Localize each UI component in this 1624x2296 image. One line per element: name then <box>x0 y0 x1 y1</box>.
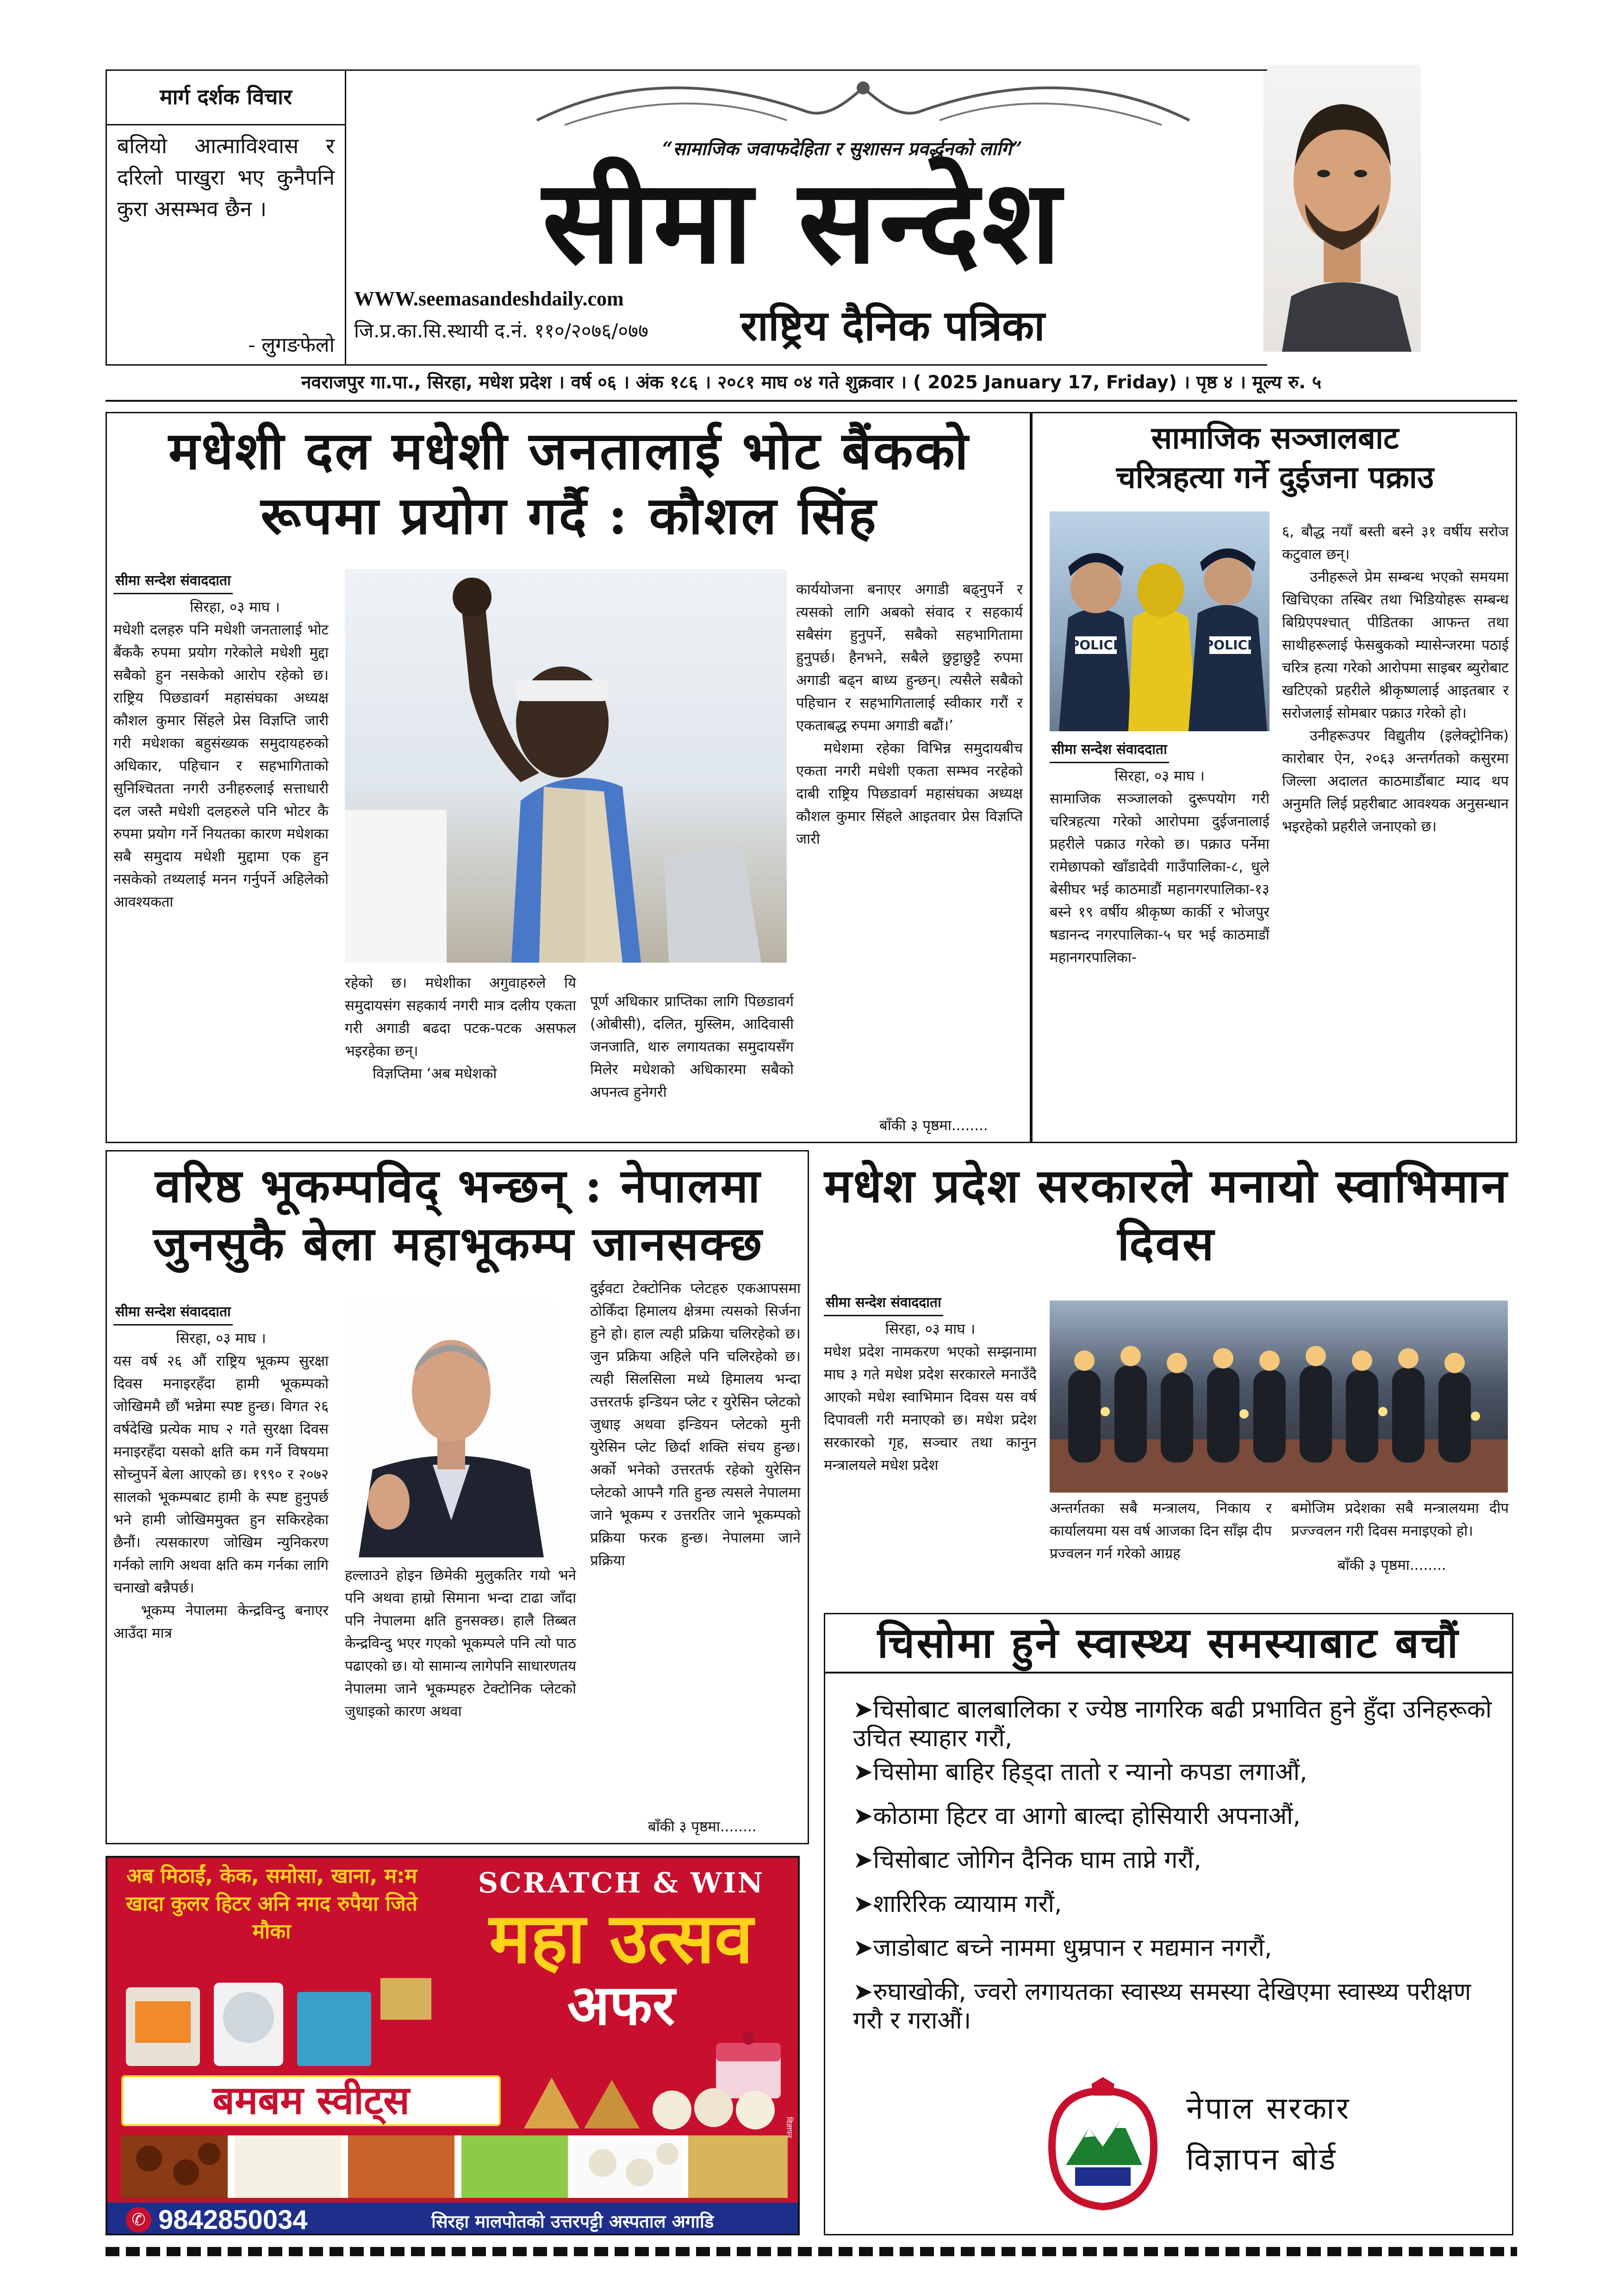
arrest-story-paragraph: सामाजिक सञ्जालको दुरूपयोग गरी चरित्रहत्या गरेको आरोपमा दुईजनालाई प्रहरीले पक्राउ गरेको छ। पक्राउ पर्नेमा रामेछापको खाँडादेवी गाउँपालिका-८, धुले बेसीघर भई काठमाडौं महानगरपालिका-१३ बस्ने १९ वर्षीय श्रीकृष्ण कार्की र भोजपुर षडानन्द नगरपालिका-५ घर भई काठमाडौं महानगरपालिका- <box>1050 790 1269 966</box>
lead-story-paragraph: कार्ययोजना बनाएर अगाडी बढ्नुपर्ने र त्यसको लागि अबको संवाद र सहकार्य सबैसंग हुनुपर्ने, सबैको सहभागितामा हुनुपर्छ। हैनभने, सबैले छुट्टाछुट्टै रुपमा अगाडी बढ्न बाध्य हुन्छन्। त्यसैले सबैको पहिचान र सहभागितालाई स्वीकार गरौं र एकताबद्ध रुपमा अगाडी बढौं।’ <box>796 581 1023 734</box>
guiding-thought-box <box>106 69 346 366</box>
swabhiman-story-col1 <box>824 1291 1037 1578</box>
earthquake-story-paragraph: यस वर्ष २६ औं राष्ट्रिय भूकम्प सुरक्षा दिवस मनाइरहँदा हामी भूकम्पको जोखिममै छौं भन्नेमा स्पष्ट हुन्छ। विगत २६ वर्षदेखि प्रत्येक माघ २ गते सुरक्षा दिवस मनाइरहँदा यसको क्षति कम गर्ने विषयमा सोच्नुपर्ने बेला आएको छ। १९९० र २०७२ सालको भूकम्पबाट हामी के स्पष्ट हुनुपर्छ भने हामी जोखिममुक्त हुन सकिरहेका छैनौं। त्यसकारण जोखिम न्युनिकरण गर्नको लागि अथवा क्षति कम गर्नका लागि चनाखो बन्नैपर्छ। <box>113 1353 329 1596</box>
lead-story-continued: बाँकी ३ पृष्ठमा........ <box>879 1117 988 1134</box>
lead-story-paragraph: मधेशी दलहरु पनि मधेशी जनतालाई भोट बैंककै रुपमा प्रयोग गरेकोले मधेशी मुद्दा सबैको हुन नसकेको आरोप रहेको छ। राष्ट्रिय पिछडावर्ग महासंघका अध्यक्ष कौशल कुमार सिंहले प्रेस विज्ञप्ति जारी गरी मधेशका बहुसंख्यक समुदायहरुको अधिकार, पहिचान र सहभागिताको सुनिश्चितता नगरी उनीहरुलाई सत्ताधारी दल जस्तै मधेशी दलहरुले पनि भोटर कै रुपमा प्रयोग गर्ने नियतका कारण मधेशका सबै समुदाय मधेशी मुद्दामा एक हुन नसकेको तथ्यलाई मनन गर्नुपर्ने अहिलेको आवश्यकता <box>113 622 329 910</box>
arrest-story-paragraph: उनीहरूउपर विद्युतीय (इलेक्ट्रोनिक) कारोबार ऐन, २०६३ अन्तर्गतको कसुरमा जिल्ला अदालत काठमाडौंबाट म्याद थप अनुमति लिई प्रहरीबाट आवश्यक अनुसन्धान भइरहेको प्रहरीले जनाएको छ। <box>1282 728 1509 835</box>
dateline: नवराजपुर गा.पा., सिरहा, मधेश प्रदेश । वर्ष ०६ । अंक १८६ । २०८१ माघ ०४ गते शुक्रवार । ( 2025 January 17, Friday) । पृष्ठ ४ । मूल्य रु. ५ <box>106 366 1517 402</box>
psa-tip-text: चिसोबाट बालबालिका र ज्येष्ठ नागरिक बढी प्रभावित हुने हुँदा उनिहरूको उचित स्याहार गरौं, <box>853 1696 1492 1752</box>
masthead-frame <box>346 69 1267 366</box>
earthquake-story-col2 <box>345 1564 576 1823</box>
swabhiman-story-paragraph: मधेश प्रदेश नामकरण भएको सम्झनामा माघ ३ गते मधेश प्रदेश सरकारले मनाउँदै आएको मधेश स्वाभिमान दिवस यस वर्ष दिपावली गरी मनाएको छ। मधेश प्रदेश सरकारको गृह, सञ्चार तथा कानुन मन्त्रालयले मधेश प्रदेश <box>824 1344 1037 1474</box>
police-arrest-photo <box>1050 511 1269 731</box>
psa-tip: ➤कोठामा हिटर वा आगो बाल्दा होसियारी अपनाऔं, <box>853 1802 1301 1830</box>
advert-offer-line2: अफर <box>567 1973 675 2038</box>
lead-story-col2 <box>345 972 576 1139</box>
advert-address: सिरहा मालपोतको उत्तरपट्टी अस्पताल अगाडि <box>431 2211 714 2232</box>
masthead-registration: जि.प्र.का.सि.स्थायी द.नं. ११०/२०७६/०७७ <box>354 319 648 342</box>
police-label-right: POLICE <box>1204 637 1257 653</box>
lead-story-dateline: सिरहा, ०३ माघ । <box>190 599 280 616</box>
arrest-story-headline-bottom: चरित्रहत्या गर्ने दुईजना पक्राउ <box>1116 459 1434 495</box>
lead-story-paragraph: विज्ञप्तिमा ‘अब मधेशको <box>373 1065 497 1082</box>
psa-tip-text: चिसोमा बाहिर हिड्दा तातो र न्यानो कपडा लगाऔं, <box>873 1758 1307 1786</box>
police-label-left: POLICE <box>1070 637 1122 653</box>
earthquake-story-continued: बाँकी ३ पृष्ठमा........ <box>648 1818 757 1835</box>
swabhiman-story-headline: मधेश प्रदेश सरकारले मनायो स्वाभिमान दिवस <box>824 1158 1509 1271</box>
swabhiman-story-dateline: सिरहा, ०३ माघ । <box>885 1321 976 1338</box>
arrest-story-paragraph: उनीहरूले प्रेम सम्बन्ध भएको समयमा खिचिएका तस्बिर तथा भिडियोहरू सम्बन्ध बिग्रिएपश्चात् पीडितका आफन्त तथा साथीहरूलाई फेसबुकको म्यासेन्जरमा पठाई चरित्र हत्या गरेको आरोपमा साइबर ब्युरोबाट खटिएको प्रहरीले श्रीकृष्णलाई आइतबार र सरोजलाई सोमबार पक्राउ गरेको हो। <box>1282 569 1509 722</box>
guiding-thought-author: - लुगङफेलो <box>248 333 335 357</box>
psa-tip: ➤चिसोमा बाहिर हिड्दा तातो र न्यानो कपडा लगाऔं, <box>853 1758 1307 1786</box>
advert-tiny-text: विज्ञापन <box>785 2117 794 2138</box>
nepal-government-emblem <box>1043 2077 1163 2216</box>
phone-icon: ✆ <box>126 2207 151 2233</box>
advert-contact-bar <box>107 2203 800 2235</box>
advert-promo-text: अब मिठाईं, केक, समोसा, खाना, म:म खादा कुलर हिटर अनि नगद रुपैया जिते मौका <box>126 1864 417 1943</box>
advert-sweets-row <box>121 2135 788 2198</box>
arrest-story-paragraph: ६, बौद्ध नयाँ बस्ती बस्ने ३१ वर्षीय सरोज कटुवाल छन्। <box>1282 523 1509 563</box>
swabhiman-story-col2 <box>1050 1497 1272 1576</box>
lead-story-col4 <box>796 579 1023 1115</box>
earthquake-story-dateline: सिरहा, ०३ माघ । <box>176 1330 266 1347</box>
psa-tip: ➤रुघाखोकी, ज्वरो लगायतका स्वास्थ्य समस्या देखिएमा स्वास्थ्य परीक्षण गरौ र गराऔं। <box>853 1978 1471 2035</box>
earthquake-story-headline: वरिष्ठ भूकम्पविद् भन्छन् : नेपालमा जुनसुकै बेला महाभूकम्प जानसक्छ <box>153 1158 764 1271</box>
lead-story-col1 <box>113 569 329 1134</box>
psa-tip-text: शारिरिक व्यायाम गरौं, <box>873 1890 1062 1918</box>
psa-tip-text: जाडोबाट बच्ने नाममा धुम्रपान र मद्यमान नगरौं, <box>873 1934 1272 1962</box>
swabhiman-story-col3 <box>1291 1497 1509 1553</box>
arrest-story-headline-top: सामाजिक सञ्जालबाट <box>1151 420 1399 456</box>
psa-tip: ➤चिसोबाट जोगिन दैनिक घाम ताप्ने गरौं, <box>853 1846 1201 1874</box>
guiding-thought-title: मार्ग दर्शक विचार <box>107 71 345 125</box>
earthquake-story-paragraph: हल्लाउने होइन छिमेकी मुलुकतिर गयो भने पनि अथवा हाम्रो सिमाना भन्दा टाढा जाँदा पनि नेपालमा क्षति हुनसक्छ। हालै तिब्बत केन्द्रविन्दु भएर गएको भूकम्पले पनि त्यो पाठ पढाएको छ। यो सामान्य लागेपनि साधारणतय नेपालमा जाने भूकम्पहरु टेक्टोनिक प्लेटको जुधाइको कारण अथवा <box>345 1567 576 1720</box>
lead-story-col3 <box>590 990 794 1139</box>
lead-story-byline: सीमा सन्देश संवाददाता <box>113 569 233 594</box>
masthead-subtitle: राष्ट्रिय दैनिक पत्रिका <box>740 302 1045 350</box>
health-psa-title: चिसोमा हुने स्वास्थ्य समस्याबाट बचौं <box>825 1614 1512 1674</box>
masthead-tagline: “सामाजिक जवाफदेहिता र सुशासन प्रवर्द्धनको लागि” <box>662 138 1022 160</box>
lead-story-paragraph: मधेशमा रहेका विभिन्न समुदायबीच एकता नगरी मधेशी एकता सम्भव नरहेको दाबी राष्ट्रिय पिछडावर्ग महासंघका अध्यक्ष कौशल कुमार सिंहले आइतवार प्रेस विज्ञप्ति जारी <box>796 740 1023 847</box>
kaushal-singh-photo <box>345 569 787 963</box>
gov-line2: विज्ञापन बोर्ड <box>1186 2141 1338 2177</box>
masthead-title: सीमा सन्देश <box>542 155 1064 289</box>
earthquake-story-paragraph: दुईवटा टेक्टोनिक प्लेटहरु एकआपसमा ठोकिँदा हिमालय क्षेत्रमा त्यसको सिर्जना हुने हो। हाल त्यही प्रक्रिया चलिरहेको छ। जुन प्रक्रिया अहिले पनि चलिरहेको छ। त्यही सिलसिला मध्ये हिमालय भन्दा उत्तरतर्फ इन्डियन प्लेट र युरेसिन प्लेटको जुधाइ अथवा इन्डियन प्लेटको मुनी युरेसिन प्लेट छिर्दा शक्ति संचय हुन्छ। अर्को भनेको उत्तरतर्फ रहेको युरेसिन प्लेटको आफ्नै गति हुन्छ त्यसले नेपालमा जाने भूकम्प र उत्तरतिर जाने भूकम्पको प्रक्रिया फरक हुन्छ। नेपालमा जाने प्रक्रिया <box>590 1280 801 1569</box>
swabhiman-story-continued: बाँकी ३ पृष्ठमा........ <box>1338 1557 1446 1574</box>
lead-story-headline: मधेशी दल मधेशी जनतालाई भोट बैंकको रूपमा प्रयोग गर्दै : कौशल सिंह <box>168 421 970 546</box>
swabhiman-story-paragraph: अन्तर्गतका सबै मन्त्रालय, निकाय र कार्यालयमा यस वर्ष आजका दिन साँझ दीप प्रज्वलन गर्न गरेको आग्रह <box>1050 1500 1272 1562</box>
seismologist-photo <box>345 1303 558 1557</box>
psa-tip: ➤शारिरिक व्यायाम गरौं, <box>853 1890 1062 1918</box>
advert-phone: 9842850034 <box>158 2205 308 2235</box>
lead-story-paragraph: रहेको छ। मधेशीका अगुवाहरुले यि समुदायसंग सहकार्य नगरी मात्र दलीय एकता गरी अगाडी बढदा पटक-पटक असफल भइरहेका छन्। <box>345 975 576 1059</box>
footer-dash-rule <box>106 2247 1517 2256</box>
psa-tip: ➤जाडोबाट बच्ने नाममा धुम्रपान र मद्यमान नगरौं, <box>853 1934 1272 1962</box>
earthquake-story-col1 <box>113 1300 329 1837</box>
earthquake-story-byline: सीमा सन्देश संवाददाता <box>113 1300 233 1325</box>
candle-lighting-photo <box>1050 1300 1508 1493</box>
earthquake-story-paragraph: भूकम्प नेपालमा केन्द्रविन्दु बनाएर आउँदा मात्र <box>113 1602 329 1642</box>
arrest-story-dateline: सिरहा, ०३ माघ । <box>1114 768 1205 784</box>
advert-brand: बमबम स्वीट्स <box>121 2075 501 2126</box>
psa-tip: ➤चिसोबाट बालबालिका र ज्येष्ठ नागरिक बढी प्रभावित हुने हुँदा उनिहरूको उचित स्याहार गरौं, <box>853 1696 1492 1752</box>
earthquake-story-col3 <box>590 1277 801 1819</box>
gov-line1: नेपाल सरकार <box>1186 2091 1351 2126</box>
arrest-story-byline: सीमा सन्देश संवाददाता <box>1050 738 1169 763</box>
celebrity-photo <box>1263 65 1421 352</box>
guiding-thought-text: बलियो आत्माविश्वास र दरिलो पाखुरा भए कुनैपनि कुरा असम्भव छैन । <box>117 133 335 221</box>
swabhiman-story-byline: सीमा सन्देश संवाददाता <box>824 1291 943 1316</box>
advert-offer-line1: महा उत्सव <box>489 1898 753 1979</box>
advert-scratch-win: SCRATCH & WIN <box>478 1867 765 1899</box>
advert-samosa-graphic <box>515 2068 788 2133</box>
sweets-advert <box>106 1856 800 2235</box>
lead-story-paragraph: पूर्ण अधिकार प्राप्तिका लागि पिछडावर्ग (ओबीसी), दलित, मुस्लिम, आदिवासी जनजाति, थारु लगायतका समुदायसँग मिलेर मधेशको अधिकारमा सबैको अपनत्व हुनेगरी <box>590 993 794 1101</box>
health-psa-box <box>824 1613 1513 2235</box>
advert-products-graphic <box>121 1973 436 2071</box>
masthead-website: WWW.seemasandeshdaily.com <box>354 287 624 310</box>
psa-tip-text: चिसोबाट जोगिन दैनिक घाम ताप्ने गरौं, <box>873 1846 1201 1874</box>
arrest-story-col-left <box>1050 738 1269 1136</box>
psa-tip-text: रुघाखोकी, ज्वरो लगायतका स्वास्थ्य समस्या देखिएमा स्वास्थ्य परीक्षण गरौ र गराऔं। <box>853 1978 1471 2035</box>
swabhiman-story-paragraph: बमोजिम प्रदेशका सबै मन्त्रालयमा दीप प्रज्ज्वलन गरी दिवस मनाइएको हो। <box>1291 1500 1509 1539</box>
arrest-story-col-right <box>1282 521 1509 1139</box>
psa-tip-text: कोठामा हिटर वा आगो बाल्दा होसियारी अपनाऔं, <box>873 1802 1301 1830</box>
